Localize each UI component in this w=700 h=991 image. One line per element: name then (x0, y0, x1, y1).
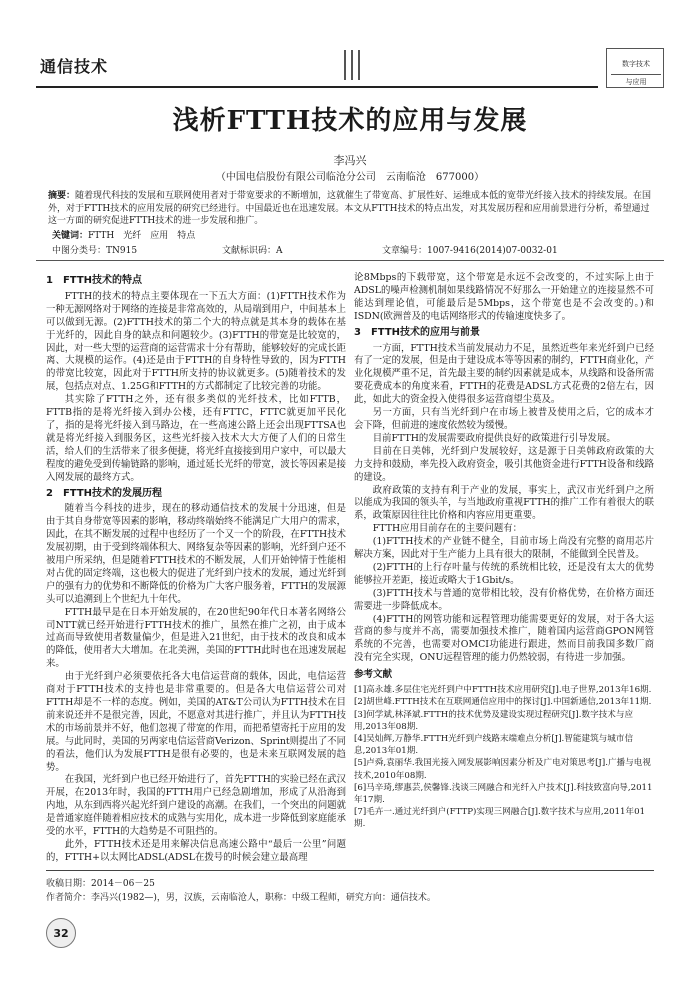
paragraph: FTTH的技术的特点主要体现在一下五大方面：(1)FTTH技术作为一种无源网络对于网络的连接是非常高效的，从局端到用户，中间基本上可以做到无源。(2)FTTH技术的第二个大的特点就是其本身的载体在基于光纤的，因此自身的缺点和问题较少。(3)FTTH的带宽是比较宽的，因此，对一些大型的运营商的运营需求十分有帮助，能够较好的完成长距离、大规模的运作。(4)还是由于FTTH的自身特性导致的，因为FTTH的带宽比较宽，因此对于FTTH所支持的协议就更多。(5)随着技术的发展，包括点对点、1.25G和FTTH的方式都制定了比较完善的功能。 (46, 290, 346, 393)
paragraph: 目前在日美韩，光纤到户发展较好，这是源于日美韩政府政策的大力支持和鼓励，率先投入政府资金，吸引其他资金进行FTTH设备和线路的建设。 (354, 445, 654, 483)
abstract-text: 随着现代科技的发展和互联网使用者对于带宽要求的不断增加，这就催生了带宽高、扩展性好、运维成本低的宽带光纤接入技术的持续发展。在国外，对于FTTH技术的应用发展的研究已经进行。中国最近也在迅速发展。本文从FTTH技术的特点出发，对其发展历程和应用前景进行分析，希望通过这一方面的研究促进FTTH技术的进一步发展和推广。 (48, 191, 652, 227)
clc-number: 中图分类号：TN915 (52, 246, 138, 256)
header-rule (36, 86, 598, 88)
keywords-text: FTTH 光纤 应用 特点 (88, 231, 196, 241)
paragraph: 由于光纤到户必须要依托各大电信运营商的载体，因此，电信运营商对于FTTH技术的支持也是非常重要的。但是各大电信运营公司对FTTH却是不一样的态度。例如，美国的AT&T公司认为FTTH技术在目前来说还并不是很完善，因此，不愿意对其进行推广，并且认为FTTH技术的市场前景并不好，他们忽视了带宽的作用，而把希望寄托于应用的发展。与此同时，美国的另两家电信运营商Verizon、Sprint则提出了不同的看法，他们认为发展FTTH是很有必要的，也是未来互联网发展的趋势。 (46, 671, 346, 773)
title-separator (36, 260, 664, 261)
references-heading: 参考文献 (354, 669, 393, 681)
paragraph: (1)FTTH技术的产业链不健全，目前市场上尚没有完整的商用芯片解决方案，因此对于生产能力上具有很大的限制，不能做到全民普及。 (354, 536, 654, 561)
reference-item: [1]高永雄.多层住宅光纤到户中FTTH技术应用研究[J].电子世界,2013年16期. (354, 685, 652, 696)
abstract (48, 190, 654, 228)
paragraph: (3)FTTH技术与普通的宽带相比较，没有价格优势，在价格方面还需要进一步降低成本。 (354, 587, 654, 612)
header-bars-decoration (342, 50, 366, 80)
paragraph-continued: 论8Mbps的下载带宽，这个带宽是永远不会改变的，不过实际上由于ADSL的噪声检测机制如果线路情况不好那么一开始建立的连接显然不可能达到理论值，可能最后是5Mbps，这个带宽也是不会改变的。)和ISDN(欧洲普及的电话网络形式的传输速度快多了。 (354, 272, 654, 322)
reference-list (354, 684, 654, 830)
paragraph: (4)FTTH的网管功能和远程管理功能需要更好的发展，对于各大运营商的参与度并不高，需要加强技术推广，随着国内运营商GPON网管系统的不完善，也需要对OMCI功能进行跟进，然而目前我国多数厂商没有完全实现，ONU远程管理的能力仍然较弱，有待进一步加强。 (354, 613, 654, 664)
document-code: 文献标识码：A (222, 246, 283, 256)
page-number: 32 (53, 927, 69, 940)
journal-logo-line1: 数字技术 (622, 60, 650, 68)
paragraph: 目前FTTH的发展需要政府提供良好的政策进行引导发展。 (372, 432, 616, 444)
paragraph: 其实除了FTTH之外，还有很多类似的光纤技术，比如FTTB，FTTB指的是将光纤接入到办公楼，还有FTTC，FTTC就更加平民化了，指的是将光纤接入到马路边，在一些高速公路上还会出现FTTSA也就是将光纤接入到服务区，这些光纤接入技术大大方便了人们的日常生活，给人们的生活带来了很多便捷，将光纤直接接到用户家中，可以最大程度的避免受到传输链路的影响，通过延长光纤的带宽，波长等因素是接入网发展的最终方式。 (46, 394, 346, 483)
author-bio: 作者简介：李冯兴(1982—)，男，汉族，云南临沧人，职称：中级工程师，研究方向：通信技术。 (46, 893, 436, 903)
reference-item: [7]毛卉一.通过光纤到户(FTTP)实现三网融合[J].数字技术与应用,2011年01期. (354, 807, 646, 830)
keywords (52, 228, 195, 241)
paragraph: 另一方面，只有当光纤到户在市场上被普及使用之后，它的成本才会下降，但前进的速度依然较为缓慢。 (354, 407, 654, 431)
paragraph: 在我国，光纤到户也已经开始进行了，首先FTTH的实验已经在武汉开展，在2013年时，我国的FTTH用户已经急剧增加，形成了从沿海到内地，从东到西将兴起光纤到户建设的高潮。在我们，一个突出的问题就是普通家庭伴随着相应技术的成熟与实用化，成本进一步降低到家庭能承受的水平，FTTH的大趋势是不可阻挡的。 (46, 774, 346, 838)
section-3-heading: 3 FTTH技术的应用与前景 (354, 326, 481, 338)
running-header (36, 46, 664, 94)
paragraph: FTTH最早是在日本开始发展的，在20世纪90年代日本著名网络公司NTT就已经开始进行FTTH技术的推广，虽然在推广之初，由于成本过高而导致使用者数量偏少，但是进入21世纪，由于技术的改良和成本的降低，使用者大大增加。在北美洲，美国的FTTH此时也在迅速发展起来。 (46, 606, 346, 670)
received-date: 收稿日期：2014－06－25 (46, 879, 155, 889)
paragraph: FTTH应用目前存在的主要问题有： (372, 523, 523, 535)
article-title: 浅析FTTH技术的应用与发展 (172, 106, 528, 136)
journal-logo (606, 48, 664, 88)
footnote-rule (46, 870, 654, 871)
abstract-label: 摘要： (48, 191, 76, 201)
reference-item: [2]胡世峰.FTTH技术在互联网通信应用中的探讨[J].中国新通信,2013年11期. (354, 697, 652, 708)
paragraph: 一方面，FTTH技术当前发展动力不足，虽然近些年来光纤到户已经有了一定的发展，但是由于建设成本等等因素的制约，FTTH商业化，产业化规模严重不足，首先最主要的制约因素就是成本，从线路和设备所需要花费成本的角度来看，FTTH的花费是ADSL方式花费的2倍左右，因此，如此大的资金投入使得很多运营商望尘莫及。 (354, 342, 654, 406)
section-1-heading: 1 FTTH技术的特点 (46, 275, 143, 286)
paragraph: 随着当今科技的进步，现在的移动通信技术的发展十分迅速，但是由于其自身带宽等因素的影响，移动终端始终不能满足广大用户的需求，因此，在其不断发展的过程中也经历了一个又一个的阶段，在FTTH技术发展初期，由于受到终端体积大、网络复杂等因素的影响，光纤到户还不被用户所采纳，但是随着FTTH技术的不断发展，人们开始钟情于性能相对占优的固定终端，这也极大的促进了光纤到户技术的发展，通过光纤到户的强有力的优势和不断降低的价格为广大客户服务着，FTTH的发展源头可以追溯到上个世纪九十年代。 (46, 503, 346, 605)
reference-item: [3]何学斌,林泽斌.FTTH的技术优势及建设实现过程研究[J].数字技术与应用,2013年08期. (354, 709, 634, 732)
section-name: 通信技术 (40, 57, 109, 76)
right-column (354, 272, 654, 862)
reference-item: [6]马辛琦,缪惠芸,侯馨锋.浅谈三网融合和光纤入户技术[J].科技致富向导,2011年17期. (354, 782, 653, 805)
paragraph: 政府政策的支持有利于产业的发展，事实上，武汉市光纤到户之所以能成为我国的领头羊，与当地政府重视FTTH的推广工作有着很大的联系，政策原因往往比价格和内容应用更重要。 (354, 484, 654, 522)
author-affiliation: （中国电信股份有限公司临沧分公司 云南临沧 677000） (215, 172, 485, 183)
article-number: 文章编号：1007-9416(2014)07-0032-01 (382, 246, 558, 256)
reference-item: [4]吴灿辉,万静华.FTTH光纤到户线路末端难点分析[J].智能建筑与城市信息,2013年01期. (354, 733, 634, 757)
paragraph: (2)FTTH的上行存叶量与传统的系统相比较，还是没有太大的优势能够拉开差距，接近或略大于1Gbit/s。 (354, 561, 654, 586)
keywords-label: 关键词： (52, 231, 89, 241)
paragraph: 此外，FTTH技术还是用来解决信息高速公路中“最后一公里”问题的，FTTH+以太网比ADSL(ADSL在拨号的时候会建立最高理 (46, 838, 346, 862)
left-column (46, 272, 346, 862)
article-author: 李冯兴 (333, 154, 367, 167)
reference-item: [5]卢舜,袁丽华.我国光接入网发展影响因素分析及广电对策思考[J].广播与电视技术,2010年08期. (354, 758, 651, 781)
journal-logo-line2: 与应用 (611, 74, 661, 87)
section-2-heading: 2 FTTH技术的发展历程 (46, 487, 163, 499)
page-number-badge (46, 918, 76, 948)
